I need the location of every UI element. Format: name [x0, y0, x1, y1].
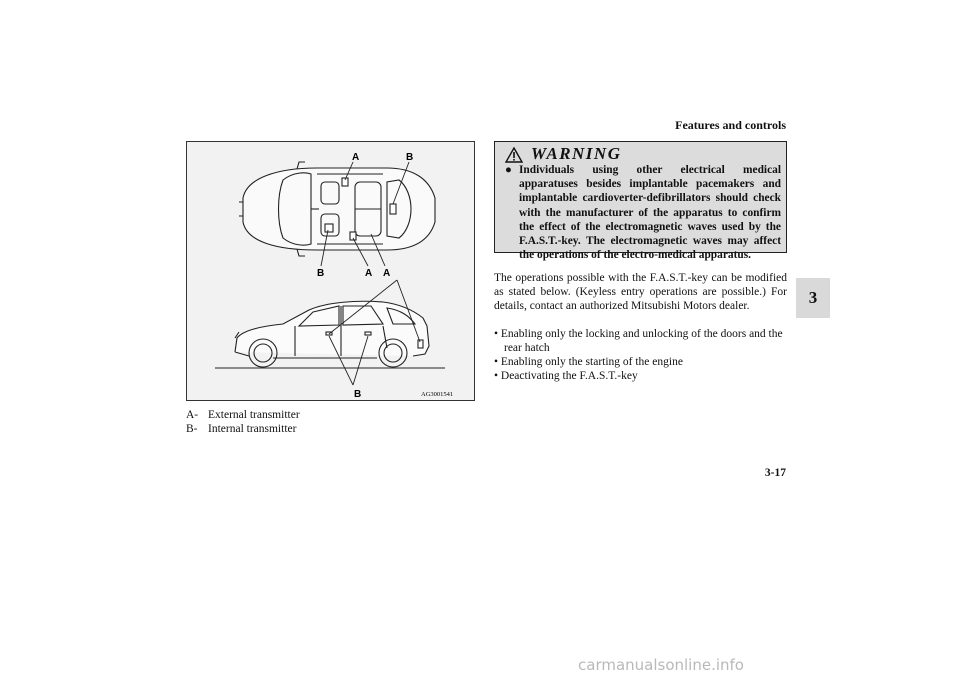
figure-legend: [186, 408, 300, 436]
options-list: [494, 327, 787, 383]
legend-item: [186, 422, 300, 436]
car-top-view: [239, 162, 435, 256]
warning-title: WARNING: [531, 144, 622, 163]
intro-paragraph: The operations possible with the F.A.S.T.-key can be modified as stated below. (Keyless entry operations are possible.) For details, contact an authorized Mitsubishi Motors dealer.: [494, 272, 787, 312]
page-number: 3-17: [764, 467, 786, 479]
chapter-tab: [796, 278, 830, 318]
warning-text: [505, 163, 781, 262]
label-a-top: A: [352, 152, 360, 163]
legend-key: B-: [186, 423, 198, 435]
warning-bullet-icon: ●: [505, 164, 512, 176]
section-title: Features and controls: [675, 118, 786, 132]
list-item: • Deactivating the F.A.S.T.-key: [494, 370, 638, 382]
watermark: carmanualsonline.info: [578, 656, 744, 674]
legend-text: Internal transmitter: [208, 423, 297, 435]
transmitter-location-figure: [186, 141, 475, 401]
label-a-bottom-1: A: [365, 268, 373, 279]
figure-code: AG3001541: [421, 391, 454, 398]
chapter-number: 3: [808, 288, 818, 307]
warning-triangle-icon: [505, 147, 523, 163]
legend-key: A-: [186, 409, 199, 421]
legend-item: [186, 408, 300, 422]
list-item: • Enabling only the starting of the engine: [494, 356, 683, 368]
list-item: • Enabling only the locking and unlocking of the doors and the rear hatch: [494, 328, 783, 354]
label-a-bottom-2: A: [383, 268, 391, 279]
label-b-top: B: [406, 152, 414, 163]
warning-body: Individuals using other electrical medical apparatuses besides implantable pacemakers and implantable cardioverter-defibrillators should check with the manufacturer of the apparatus to confirm the effect of the electromagnetic waves used by the F.A.S.T.-key. The electromagnetic waves may affect the operations of the electro-medical apparatus.: [519, 164, 781, 262]
legend-text: External transmitter: [208, 409, 300, 421]
car-side-view: [235, 301, 429, 367]
label-b-bottom: B: [317, 268, 325, 279]
warning-box: [494, 141, 787, 262]
label-b-side: B: [354, 389, 362, 400]
